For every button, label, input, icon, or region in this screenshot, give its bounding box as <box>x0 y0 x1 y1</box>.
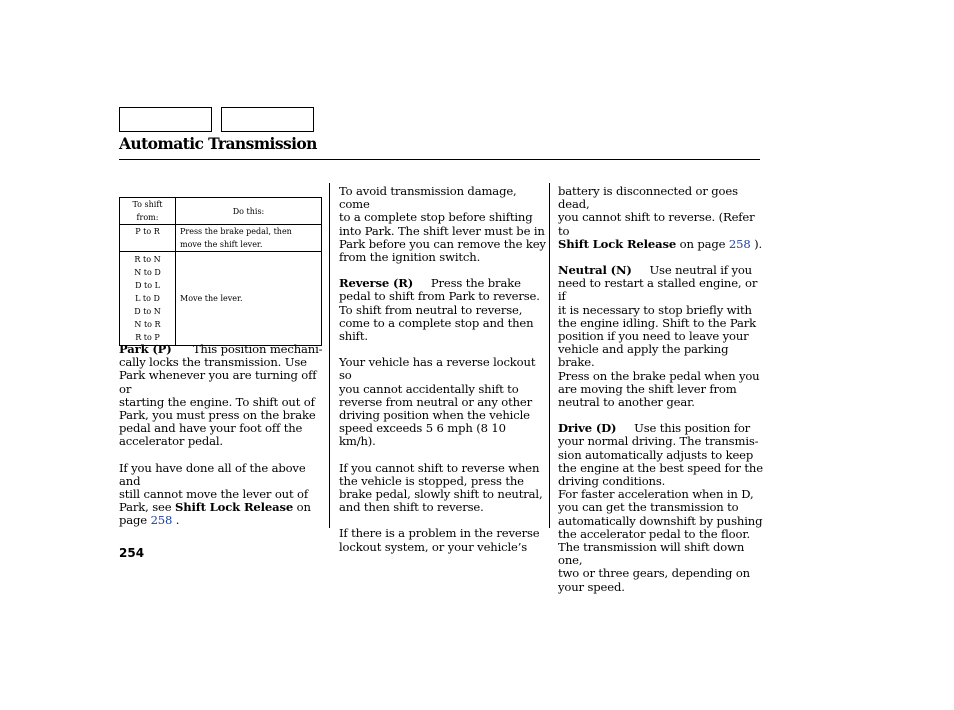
paragraph: If there is a problem in the reverse lockout system, or your vehicle’s <box>339 526 540 554</box>
shift-lock-ref: Shift Lock Release <box>175 500 294 515</box>
page-number: 254 <box>119 546 145 560</box>
page-link[interactable]: 258 <box>728 236 751 251</box>
para-text: If you have done all of the above and still cannot move the lever out of Park, see <box>119 460 308 515</box>
table-cell-from: P to R <box>120 225 176 252</box>
park-text: This position mechani- cally locks the transmission. Use Park whenever you are turning off or starting the engine. To shift out of Park, you must press on the brake pedal and have your foot off the accelerator pedal. <box>119 342 323 449</box>
reverse-label: Reverse (R) <box>339 276 414 291</box>
column-3 <box>558 185 768 607</box>
neutral-label: Neutral (N) <box>558 263 632 278</box>
shift-lock-paragraph <box>119 462 324 528</box>
table-cell-action: Move the lever. <box>176 252 322 346</box>
paragraph <box>558 185 768 251</box>
para-text: . <box>172 513 180 528</box>
drive-paragraph <box>558 422 768 594</box>
table-header-from: To shift from: <box>120 198 176 225</box>
table-header-action: Do this: <box>176 198 322 225</box>
para-text: on page <box>676 236 729 251</box>
page-title: Automatic Transmission <box>119 134 317 153</box>
paragraph: If you cannot shift to reverse when the vehicle is stopped, press the brake pedal, slowly shift to neutral, and then shift to reverse. <box>339 460 543 515</box>
para-text: ). <box>750 236 763 251</box>
paragraph: To avoid transmission damage, come to a complete stop before shifting into Park. The shift lever must be in Park before you can remove the key from the ignition switch. <box>339 184 546 265</box>
reverse-text: Press the brake pedal to shift from Park to reverse. To shift from neutral to reverse, come to a complete stop and then shift. <box>339 276 540 344</box>
drive-text: Use this position for your normal driving. The transmis- sion automatically adjusts to keep the engine at the best speed for the driving conditions. For faster acceleration when in D, you can get the transmission to automatically downshift by pushing the accelerator pedal to the floor. The transmission will shift down one, two or three gears, depending on your speed. <box>558 421 763 594</box>
para-text: battery is disconnected or goes dead, you cannot shift to reverse. (Refer to <box>558 184 755 238</box>
shift-table <box>119 197 322 346</box>
column-divider <box>329 183 330 528</box>
header-tab-2 <box>221 107 314 132</box>
title-rule <box>119 159 760 160</box>
page-link[interactable]: 258 <box>150 513 173 528</box>
table-header-row <box>120 198 322 225</box>
table-cell-from: R to N N to D D to L L to D D to N N to R R to P <box>120 252 176 346</box>
column-1 <box>119 343 324 541</box>
para-text: on page <box>119 500 311 528</box>
neutral-text: Use neutral if you need to restart a stalled engine, or if it is necessary to stop briefly with the engine idling. Shift to the Park position if you need to leave your vehicle and apply the parking brake. Press on the brake pedal when you are moving the shift lever from neutral to another gear. <box>558 263 760 410</box>
reverse-paragraph <box>339 277 547 343</box>
table-cell-action: Press the brake pedal, then move the shift lever. <box>176 225 322 252</box>
drive-label: Drive (D) <box>558 421 617 436</box>
paragraph: Your vehicle has a reverse lockout so you cannot accidentally shift to reverse from neutral or any other driving position when the vehicle speed exceeds 5 6 mph (8 10 km/h). <box>339 355 536 449</box>
park-label: Park (P) <box>119 342 172 356</box>
table-row <box>120 225 322 252</box>
column-divider <box>549 183 550 528</box>
shift-lock-ref: Shift Lock Release <box>558 236 677 251</box>
table-row <box>120 252 322 346</box>
park-paragraph <box>119 343 324 449</box>
column-2 <box>339 185 547 567</box>
neutral-paragraph <box>558 264 768 409</box>
header-tab-1 <box>119 107 212 132</box>
